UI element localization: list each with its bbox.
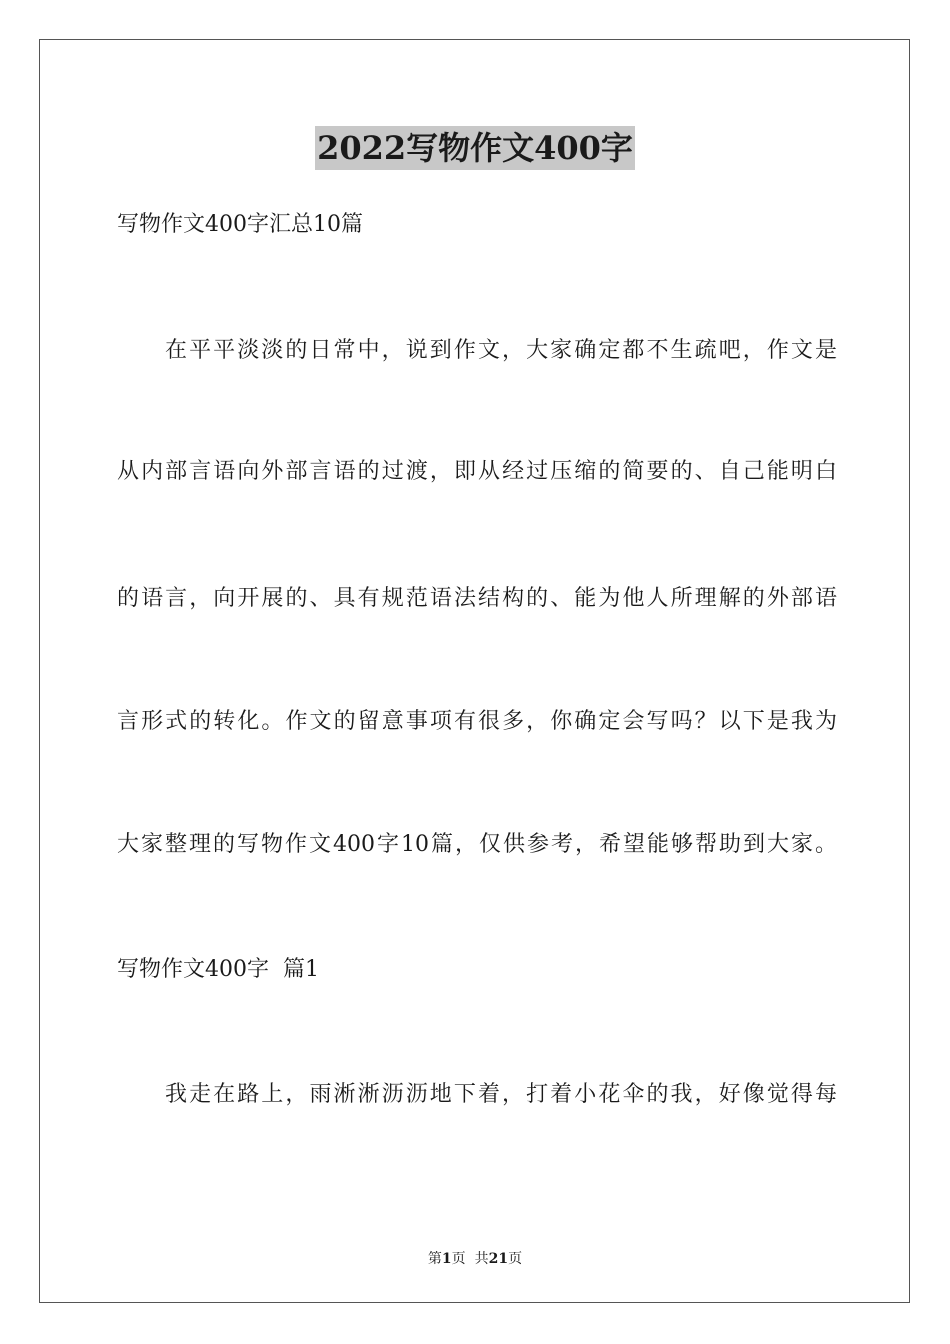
paragraph-line: 大家整理的写物作文400字10篇，仅供参考，希望能够帮助到大家。 (117, 832, 837, 857)
footer-prefix: 第 (427, 1251, 442, 1267)
section-line: 我走在路上，雨淅淅沥沥地下着，打着小花伞的我，好像觉得每 (165, 1082, 837, 1107)
paragraph-line: 从内部言语向外部言语的过渡，即从经过压缩的简要的、自己能明白 (117, 459, 837, 484)
document-subtitle: 写物作文400字汇总10篇 (117, 212, 363, 237)
section-heading: 写物作文400字 篇1 (117, 957, 319, 982)
footer-current-page: 1 (441, 1251, 452, 1267)
footer-mid: 页 共 (451, 1251, 489, 1267)
title-wrap (0, 126, 950, 170)
document-title: 2022写物作文400字 (315, 126, 635, 170)
paragraph-line: 言形式的转化。作文的留意事项有很多，你确定会写吗？以下是我为 (117, 709, 837, 734)
page-footer (0, 1248, 950, 1268)
paragraph-line: 的语言，向开展的、具有规范语法结构的、能为他人所理解的外部语 (117, 586, 837, 611)
footer-total-pages: 21 (488, 1251, 509, 1267)
paragraph-line: 在平平淡淡的日常中，说到作文，大家确定都不生疏吧，作文是 (165, 338, 837, 363)
footer-suffix: 页 (508, 1251, 523, 1267)
